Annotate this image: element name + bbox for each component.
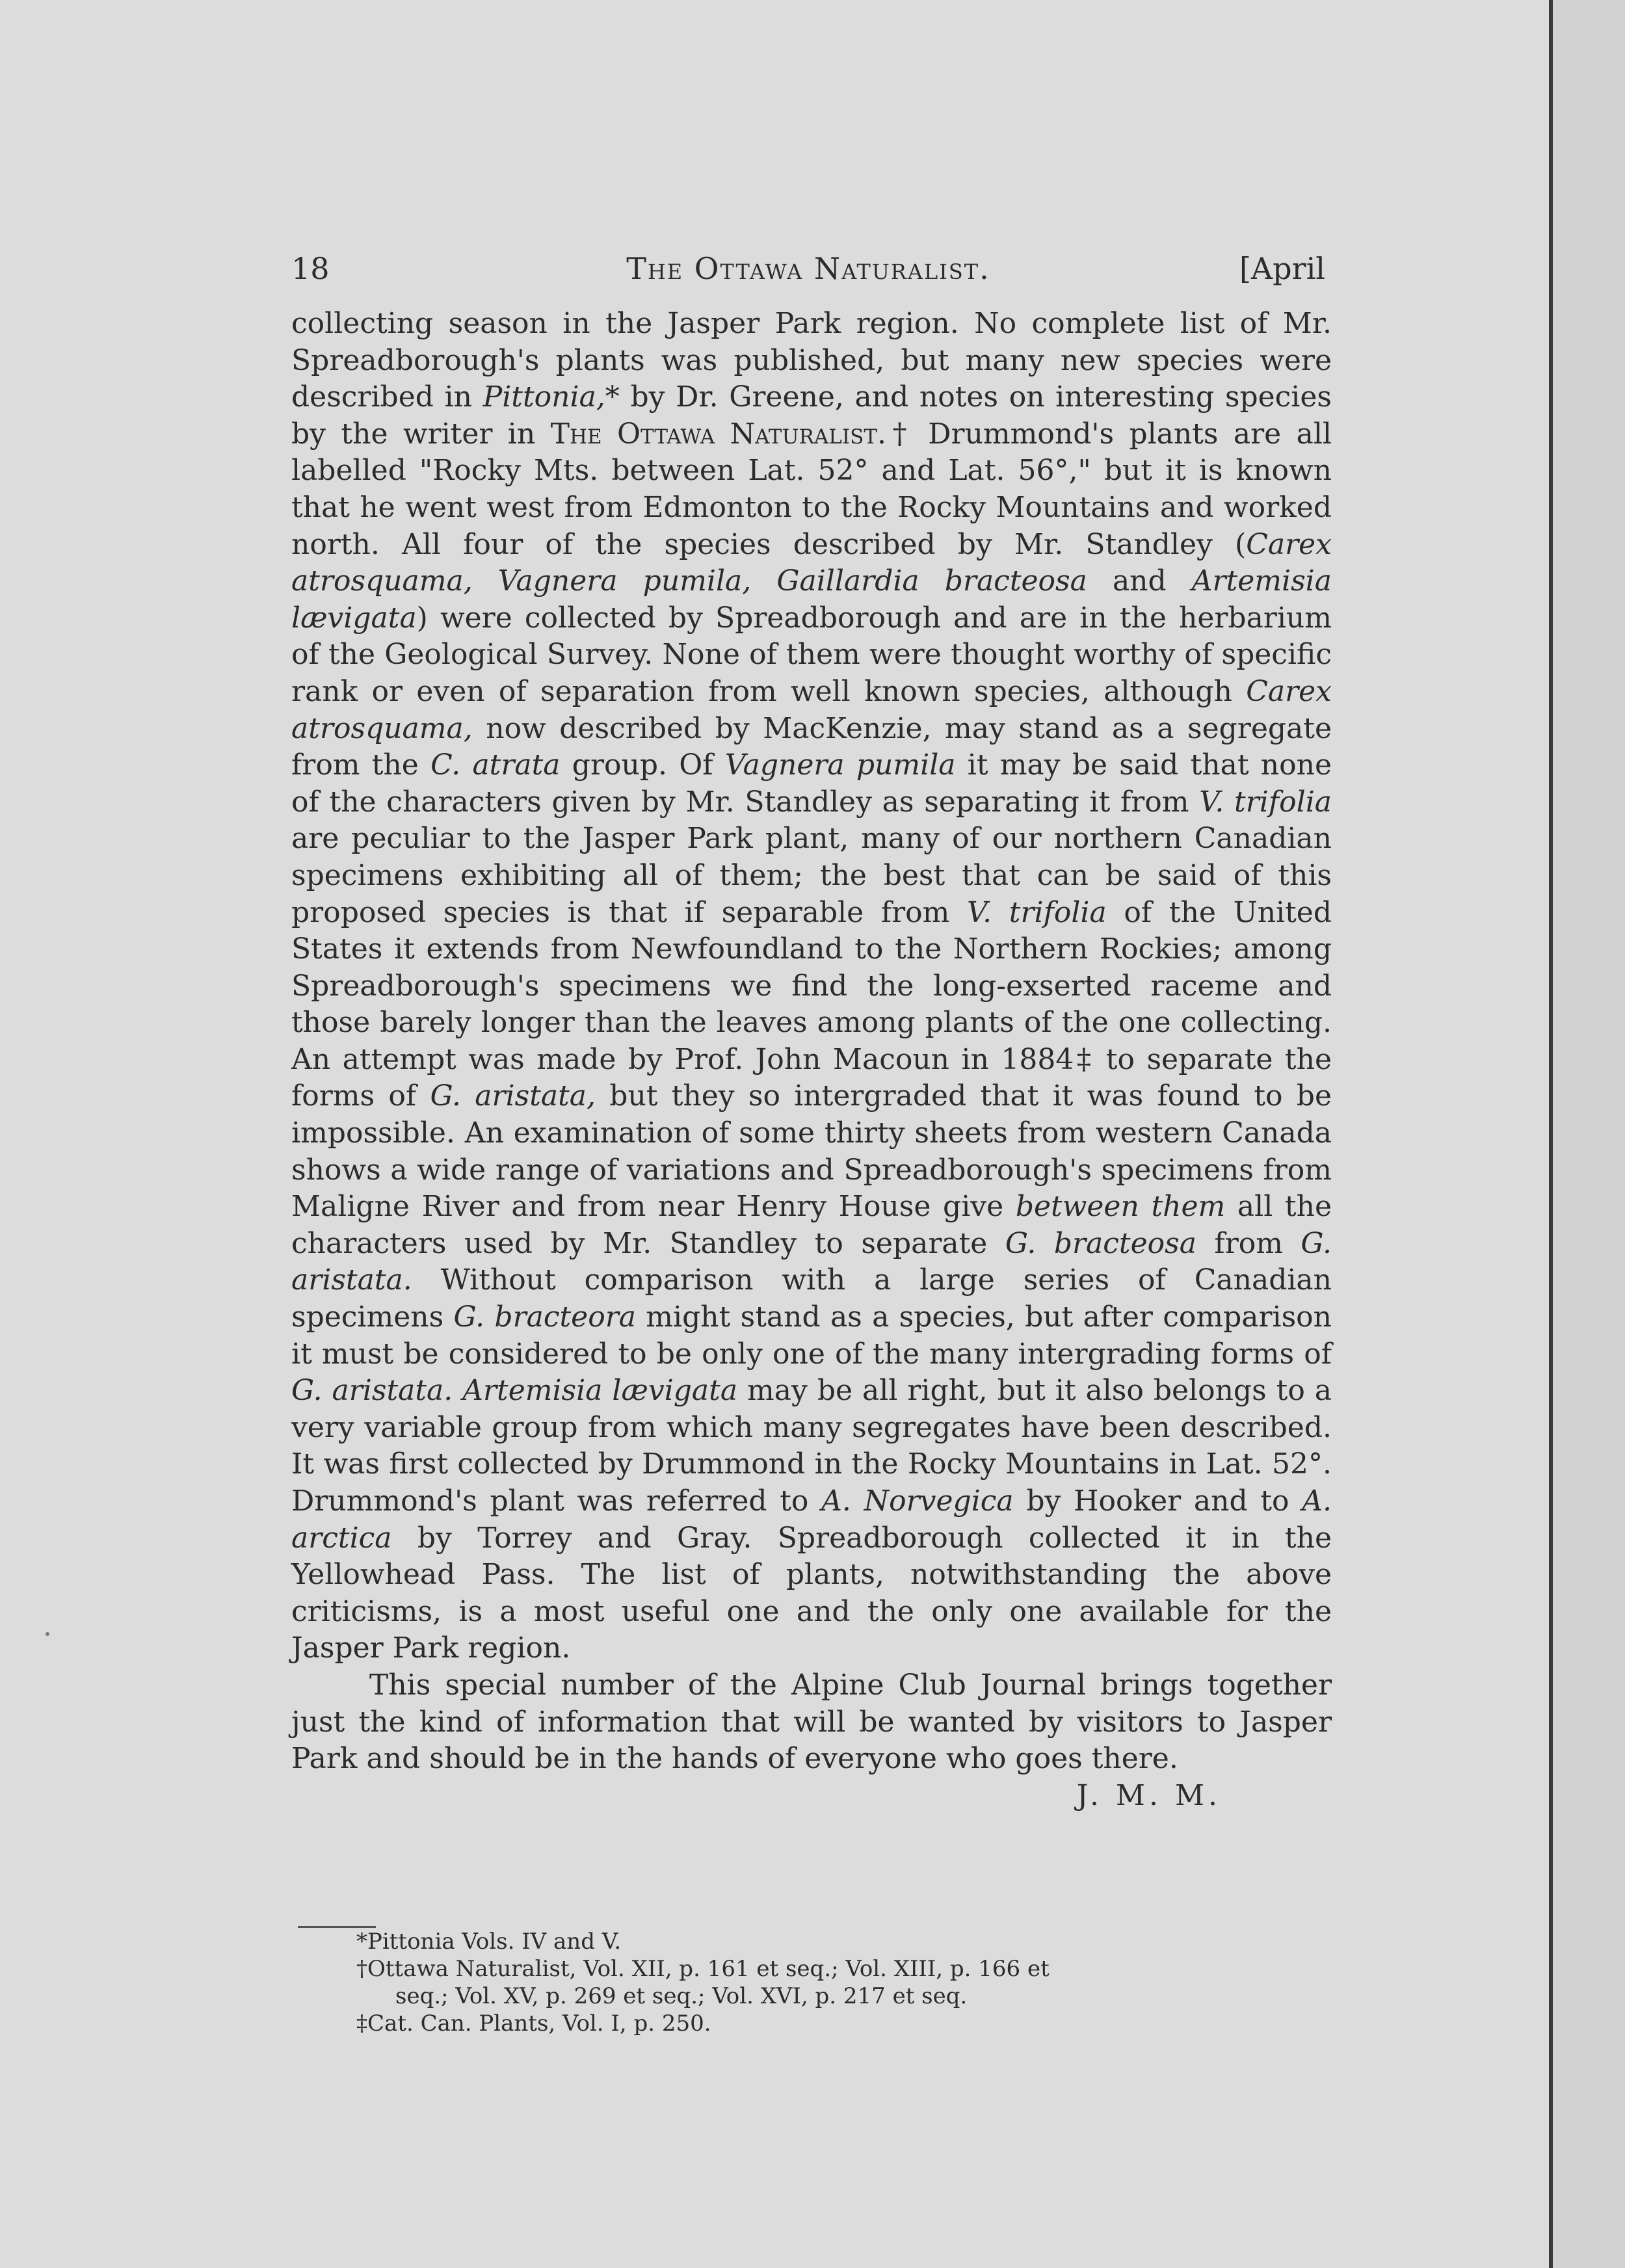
text-run: are peculiar to the Jasper Park plant, many of our northern Canadian specimens exhibiting all of them; the best that can be said of this proposed species is that if separable from [291, 822, 1332, 929]
italic-run: G. bracteora [453, 1300, 636, 1334]
running-header [291, 251, 1325, 297]
footnote-catalogue: ‡Cat. Can. Plants, Vol. I, p. 250. [356, 2011, 711, 2037]
italic-run: G. aristata, [430, 1079, 596, 1113]
text-run: † Drummond's plants are all labelled "Rocky Mts. between Lat. 52° and Lat. 56°," but it is known that he went west from Edmonton to the Rocky Mountains and worked north. All four of the species described by Mr. Standley ( [291, 417, 1332, 561]
page-edge-line [1549, 0, 1553, 2268]
running-date: [April [1239, 251, 1325, 286]
italic-run: Vagnera pumila [724, 748, 956, 782]
italic-run: Artemisia lævigata [291, 564, 1332, 635]
italic-run: C. atrata [430, 748, 561, 782]
text-run: it may be said that none of the characters given by Mr. Standley as separating it from [291, 748, 1332, 819]
italic-run: between them [1015, 1190, 1226, 1224]
italic-run: Carex atrosquama, [291, 674, 1332, 745]
text-run: collecting season in the Jasper Park region. No complete list of Mr. Spreadborough's plants was published, but many new species were described in [291, 307, 1332, 414]
text-run: of the United States it extends from Newfoundland to the Northern Rockies; among Spreadborough's specimens we find the long-exserted raceme and those barely longer than the leaves among plants of the one collecting. An attempt was made by Prof. John Macoun in 1884‡ to separate the forms of [291, 895, 1332, 1113]
running-title: The Ottawa Naturalist. [626, 251, 990, 286]
text-run: might stand as a species, but after comparison it must be considered to be only one of the many intergrading forms of [291, 1300, 1332, 1371]
text-run: * by Dr. Greene, and notes on interesting species by the writer in [291, 380, 1332, 451]
paragraph-2-text [291, 1668, 1332, 1775]
italic-run: Pittonia, [482, 380, 605, 414]
text-run: may be all right, but it also belongs to a very variable group from which many segregates have been described. It was first collected by Drummond in the Rocky Mountains in Lat. 52°. Drummond's plant was referred to [291, 1374, 1332, 1518]
text-run: from [1196, 1226, 1301, 1260]
author-signature: J. M. M. [1076, 1778, 1221, 1812]
text-run: This special number of the Alpine Club Journal brings together just the kind of information that will be wanted by visitors to Jasper Park and should be in the hands of everyone who goes there. [291, 1668, 1332, 1776]
page-number: 18 [291, 251, 330, 286]
italic-run: G. bracteosa [1005, 1226, 1196, 1260]
footnote-ottawa-naturalist-line1: †Ottawa Naturalist, Vol. XII, p. 161 et seq.; Vol. XIII, p. 166 et [356, 1956, 1050, 1982]
small-caps-run: The Ottawa Naturalist. [550, 417, 887, 451]
italic-run: V. trifolia [1199, 785, 1332, 819]
text-run: all the characters used by Mr. Standley to separate [291, 1190, 1332, 1260]
text-run: group. Of [560, 748, 725, 782]
page-margin-right [1553, 0, 1625, 2268]
italic-run: G. aristata. [291, 1226, 1332, 1297]
footnote-ottawa-naturalist-line2: seq.; Vol. XV, p. 269 et seq.; Vol. XVI, p. 217 et seq. [395, 1983, 968, 2009]
italic-run: G. aristata. Artemisia lævigata [291, 1374, 738, 1408]
text-run: Without comparison with a large series of Canadian specimens [291, 1263, 1332, 1334]
footnote-ottawa-naturalist [356, 1955, 1345, 2010]
paragraph-2 [291, 1667, 1332, 1812]
paragraph-1 [291, 306, 1332, 1667]
text-run: by Hooker and to [1013, 1484, 1302, 1518]
text-run: by Torrey and Gray. Spreadborough collected it in the Yellowhead Pass. The list of plants, notwithstanding the above criticisms, is a most useful one and the only one available for the Jasper Park region. [291, 1521, 1332, 1665]
text-run: and [1087, 564, 1192, 598]
text-run: ) were collected by Spreadborough and are in the herbarium of the Geological Survey. None of them were thought worthy of specific rank or even of separation from well known species, although [291, 601, 1332, 708]
italic-run: V. trifolia [967, 895, 1107, 929]
text-run: but they so intergraded that it was found to be impossible. An examination of some thirty sheets from western Canada shows a wide range of variations and Spreadborough's specimens from Maligne River and from near Henry House give [291, 1079, 1332, 1224]
dust-speck [46, 1632, 49, 1636]
italic-run: Carex atrosquama, Vagnera pumila, Gaillardia bracteosa [291, 527, 1332, 598]
article-body [291, 306, 1332, 1814]
footnote-pittonia: *Pittonia Vols. IV and V. [356, 1929, 622, 1955]
footnotes [356, 1928, 1345, 2037]
italic-run: A. arctica [291, 1484, 1332, 1555]
italic-run: A. Norvegica [821, 1484, 1014, 1518]
text-run: now described by MacKenzie, may stand as a segregate from the [291, 711, 1332, 782]
